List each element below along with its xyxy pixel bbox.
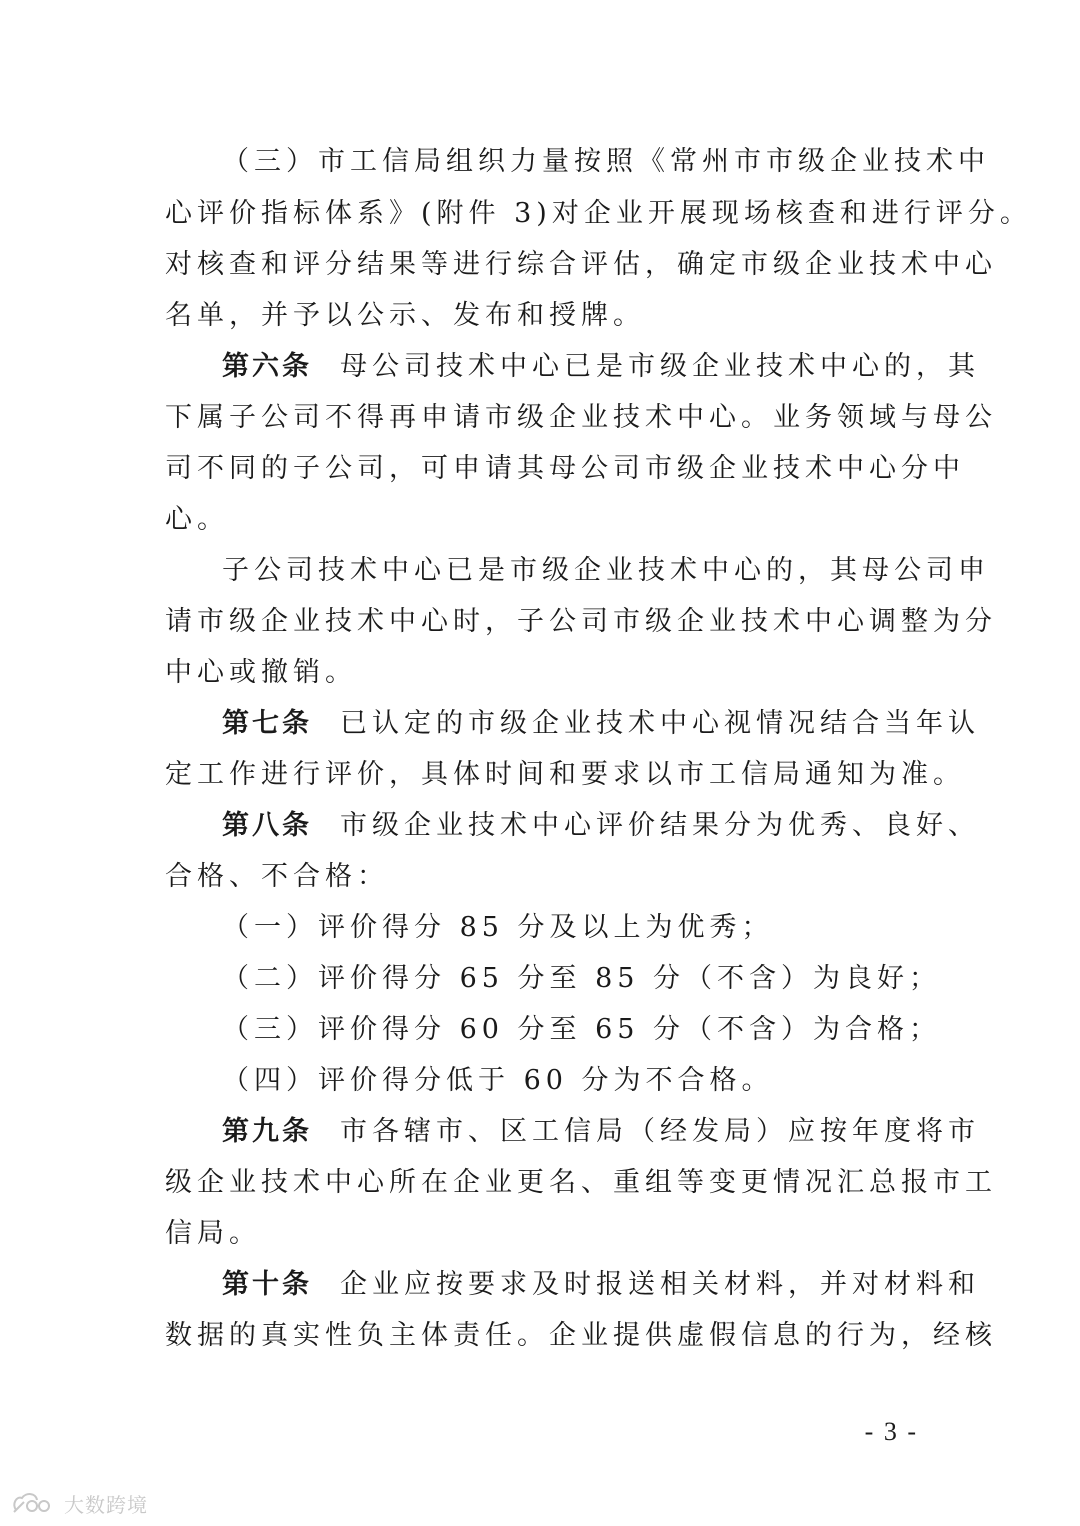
paragraph-line: 中心或撤销。 bbox=[165, 657, 357, 688]
list-item: （三）评价得分 60 分至 65 分（不含）为合格； bbox=[222, 1014, 942, 1045]
watermark-logo-icon bbox=[10, 1490, 58, 1516]
paragraph-line: 对核查和评分结果等进行综合评估，确定市级企业技术中心 bbox=[165, 249, 997, 280]
article-ten-heading: 第十条 bbox=[222, 1269, 312, 1300]
paragraph-line: 合格、不合格： bbox=[165, 861, 389, 892]
article-text: 企业应按要求及时报送相关材料，并对材料和 bbox=[340, 1269, 980, 1300]
article-text: 母公司技术中心已是市级企业技术中心的，其 bbox=[340, 351, 980, 382]
article-nine-heading: 第九条 bbox=[222, 1116, 312, 1147]
list-item: （一）评价得分 85 分及以上为优秀； bbox=[222, 912, 774, 943]
article-six-heading: 第六条 bbox=[222, 351, 312, 382]
paragraph-line: 司不同的子公司，可申请其母公司市级企业技术中心分中 bbox=[165, 453, 965, 484]
article-eight-line bbox=[222, 800, 980, 852]
page-number: - 3 - bbox=[864, 1417, 918, 1446]
article-ten-line bbox=[222, 1259, 980, 1311]
article-text: 市各辖市、区工信局（经发局）应按年度将市 bbox=[340, 1116, 980, 1147]
paragraph-line: 级企业技术中心所在企业更名、重组等变更情况汇总报市工 bbox=[165, 1167, 997, 1198]
paragraph-line: 名单，并予以公示、发布和授牌。 bbox=[165, 300, 645, 331]
article-eight-heading: 第八条 bbox=[222, 810, 312, 841]
paragraph-line: 信局。 bbox=[165, 1218, 261, 1249]
article-seven-line bbox=[222, 698, 980, 750]
watermark bbox=[10, 1488, 148, 1518]
paragraph-line: 心。 bbox=[165, 504, 229, 535]
watermark-text: 大数跨境 bbox=[64, 1492, 148, 1517]
paragraph-line: 定工作进行评价，具体时间和要求以市工信局通知为准。 bbox=[165, 759, 965, 790]
article-seven-heading: 第七条 bbox=[222, 708, 312, 739]
paragraph-line: 数据的真实性负主体责任。企业提供虚假信息的行为，经核 bbox=[165, 1320, 997, 1351]
list-item: （四）评价得分低于 60 分为不合格。 bbox=[222, 1065, 774, 1096]
paragraph-line: 下属子公司不得再申请市级企业技术中心。业务领域与母公 bbox=[165, 402, 997, 433]
paragraph-line: 请市级企业技术中心时，子公司市级企业技术中心调整为分 bbox=[165, 606, 997, 637]
article-text: 已认定的市级企业技术中心视情况结合当年认 bbox=[340, 708, 980, 739]
article-six-line bbox=[222, 341, 980, 393]
paragraph-line: 心评价指标体系》(附件 3)对企业开展现场核查和进行评分。 bbox=[165, 198, 1032, 229]
list-item: （二）评价得分 65 分至 85 分（不含）为良好； bbox=[222, 963, 942, 994]
article-nine-line bbox=[222, 1106, 980, 1158]
paragraph-line: 子公司技术中心已是市级企业技术中心的，其母公司申 bbox=[222, 555, 990, 586]
article-text: 市级企业技术中心评价结果分为优秀、良好、 bbox=[340, 810, 980, 841]
paragraph-line: （三）市工信局组织力量按照《常州市市级企业技术中 bbox=[222, 146, 990, 177]
